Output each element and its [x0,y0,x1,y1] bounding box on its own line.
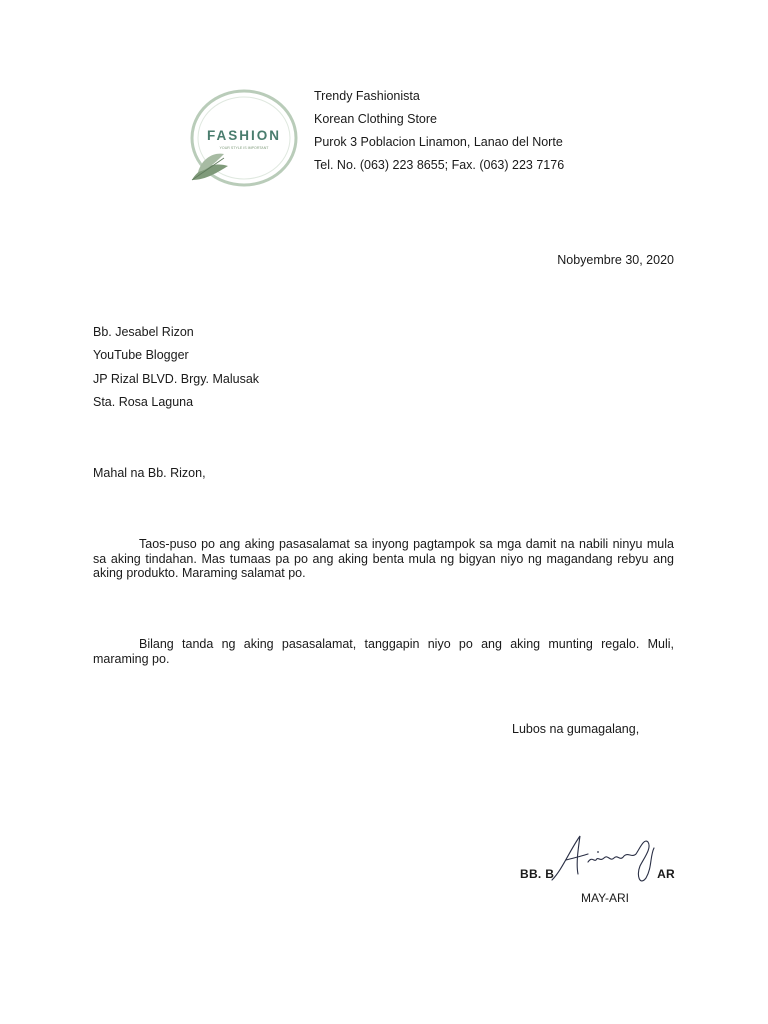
company-address: Purok 3 Poblacion Linamon, Lanao del Norte [314,135,563,149]
recipient-city: Sta. Rosa Laguna [93,395,194,409]
body-paragraph-2 [93,637,674,666]
body-paragraph-1 [93,537,674,581]
letter-date: Nobyembre 30, 2020 [557,253,674,267]
signatory-name-right: AR [657,867,675,881]
signatory-name-left: BB. B [520,867,555,881]
logo-text: FASHION [206,128,282,143]
company-type: Korean Clothing Store [314,112,437,126]
company-name: Trendy Fashionista [314,89,420,103]
signatory-title: MAY-ARI [581,891,630,905]
recipient-name: Bb. Jesabel Rizon [93,325,194,339]
recipient-position: YouTube Blogger [93,348,189,362]
closing: Lubos na gumagalang, [512,722,640,736]
recipient-street: JP Rizal BLVD. Brgy. Malusak [93,372,260,386]
logo-tagline: YOUR STYLE IS IMPORTANT [219,146,269,150]
paragraph-text: Bilang tanda ng aking pasasalamat, tanggapin niyo po ang aking munting regalo. Muli, maraming po. [93,637,674,666]
salutation: Mahal na Bb. Rizon, [93,466,206,480]
paragraph-text: Taos-puso po ang aking pasasalamat sa inyong pagtampok sa mga damit na nabili ninyu mula sa aking tindahan. Mas tumaas pa po ang aking benta mula ng bigyan niyo ng magandang rebyu ang aking produkto. Maraming salamat po. [93,537,674,580]
company-contact: Tel. No. (063) 223 8655; Fax. (063) 223 7176 [314,158,565,172]
fashion-logo [186,86,306,190]
handwritten-signature [548,832,660,888]
